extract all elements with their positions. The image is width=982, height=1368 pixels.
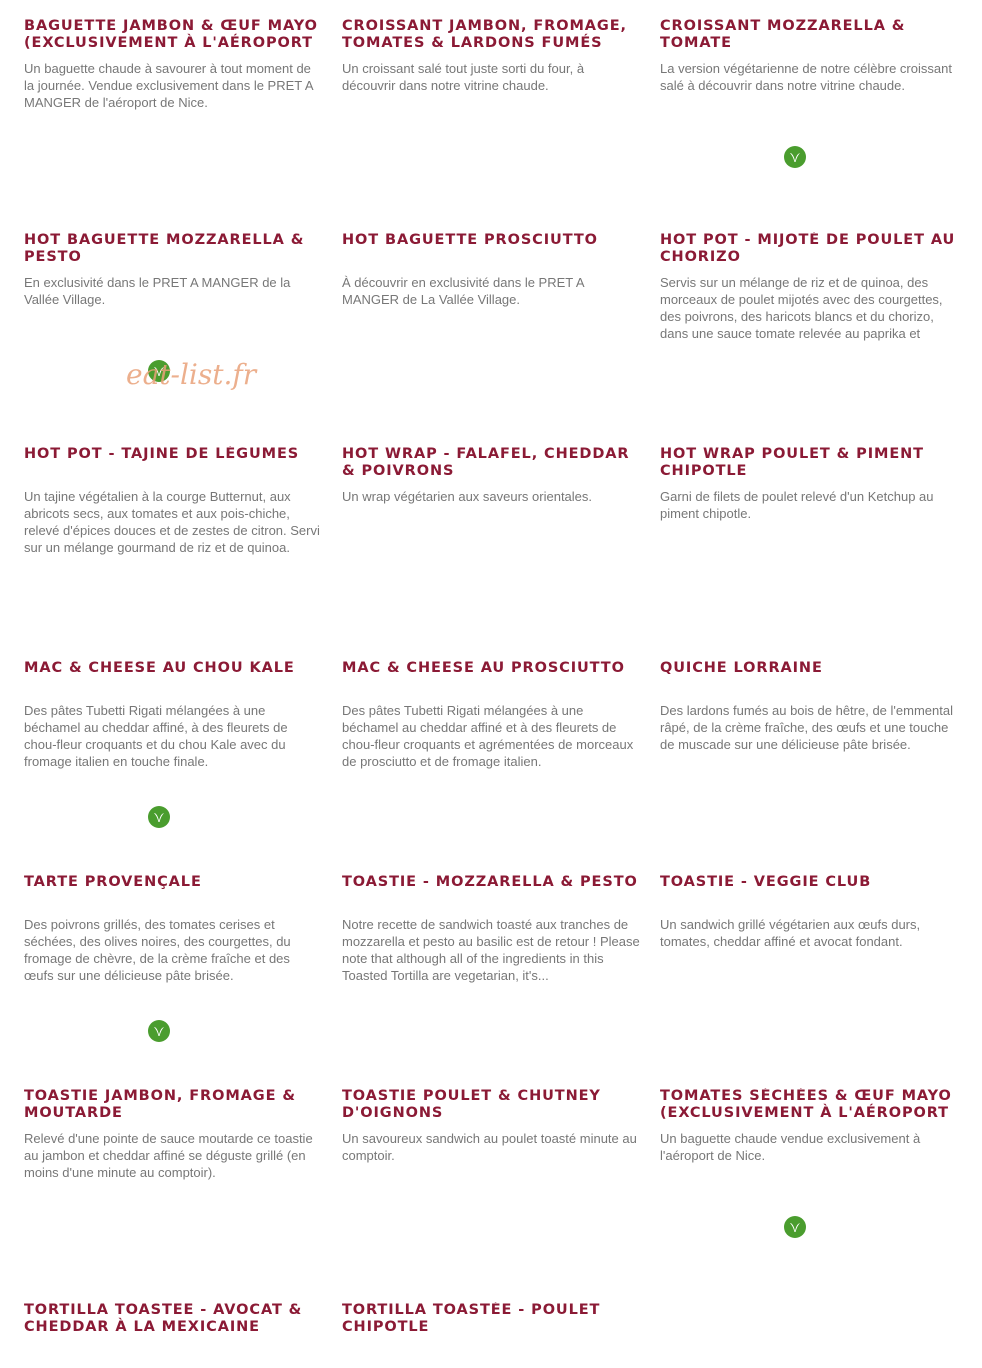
item-title[interactable]: MAC & CHEESE AU CHOU KALE	[24, 660, 295, 676]
item-title[interactable]: HOT WRAP - FALAFEL, CHEDDAR & POIVRONS	[342, 446, 630, 479]
menu-item[interactable]	[660, 18, 960, 218]
menu-item[interactable]	[24, 18, 324, 218]
vegetarian-leaf-icon	[784, 146, 806, 168]
item-title[interactable]: HOT POT - TAJINE DE LÉGUMES	[24, 446, 300, 462]
item-description: Un baguette chaude vendue exclusivement à l'aéroport de Nice.	[660, 1131, 921, 1163]
menu-item[interactable]	[24, 660, 324, 860]
menu-item[interactable]	[24, 232, 324, 432]
vegetarian-leaf-icon	[784, 1216, 806, 1238]
item-title[interactable]: TOMATES SÉCHÉES & ŒUF MAYO (EXCLUSIVEMENT À L'AÉROPORT	[660, 1088, 952, 1121]
item-description: Un baguette chaude à savourer à tout moment de la journée. Vendue exclusivement dans le PRET A MANGER de l'aéroport de Nice.	[24, 61, 313, 110]
item-title[interactable]: TOASTIE - VEGGIE CLUB	[660, 874, 872, 890]
item-title[interactable]: QUICHE LORRAINE	[660, 660, 823, 676]
item-title[interactable]: TARTE PROVENÇALE	[24, 874, 202, 890]
item-description: Des pâtes Tubetti Rigati mélangées à une béchamel au cheddar affiné et à des fleurets de chou-fleur croquants et agrémentées de morceaux de prosciutto et de fromage italien.	[342, 703, 634, 769]
item-title[interactable]: TOASTIE JAMBON, FROMAGE & MOUTARDE	[24, 1088, 296, 1121]
item-title[interactable]: TOASTIE POULET & CHUTNEY D'OIGNONS	[342, 1088, 601, 1121]
item-description: Servis sur un mélange de riz et de quinoa, des morceaux de poulet mijotés avec des courgettes, des poivrons, des haricots blancs et du chorizo, dans une sauce tomate relevée au paprika et	[660, 275, 943, 341]
menu-item[interactable]	[342, 660, 642, 860]
item-title[interactable]: HOT BAGUETTE MOZZARELLA & PESTO	[24, 232, 305, 265]
item-title[interactable]: TORTILLA TOASTÉE - POULET CHIPOTLE	[342, 1302, 601, 1335]
item-description: Un sandwich grillé végétarien aux œufs durs, tomates, cheddar affiné et avocat fondant.	[660, 917, 921, 949]
item-title[interactable]: HOT WRAP POULET & PIMENT CHIPOTLE	[660, 446, 924, 479]
menu-item[interactable]	[24, 1088, 324, 1288]
menu-item[interactable]	[660, 232, 960, 432]
vegetarian-leaf-icon	[148, 806, 170, 828]
item-title[interactable]: HOT BAGUETTE PROSCIUTTO	[342, 232, 598, 248]
item-title[interactable]: TORTILLA TOASTEE - AVOCAT & CHEDDAR À LA MEXICAINE	[24, 1302, 303, 1335]
menu-item[interactable]	[342, 1088, 642, 1288]
vegetarian-leaf-icon	[148, 1020, 170, 1042]
item-title[interactable]: TOASTIE - MOZZARELLA & PESTO	[342, 874, 638, 890]
item-title[interactable]: CROISSANT MOZZARELLA & TOMATE	[660, 18, 906, 51]
item-title[interactable]: HOT POT - MIJOTÉ DE POULET AU CHORIZO	[660, 232, 956, 265]
item-description: En exclusivité dans le PRET A MANGER de la Vallée Village.	[24, 275, 291, 307]
item-description: Notre recette de sandwich toasté aux tranches de mozzarella et pesto au basilic est de retour ! Please note that although all of the ingredients in this Toasted Tortilla are vegetarian, it's...	[342, 917, 640, 983]
item-description: Relevé d'une pointe de sauce moutarde ce toastie au jambon et cheddar affiné se déguste grillé (en moins d'une minute au comptoir).	[24, 1131, 313, 1180]
item-description: À découvrir en exclusivité dans le PRET A MANGER de La Vallée Village.	[342, 275, 584, 307]
menu-item[interactable]	[24, 1302, 324, 1362]
item-description: Des poivrons grillés, des tomates cerises et séchées, des olives noires, des courgettes, du fromage de chèvre, de la crème fraîche et des œufs sur une délicieuse pâte brisée.	[24, 917, 291, 983]
item-description: Des pâtes Tubetti Rigati mélangées à une béchamel au cheddar affiné, à des fleurets de chou-fleur croquants et du chou Kale avec du fromage italien en touche finale.	[24, 703, 288, 769]
item-description: Un savoureux sandwich au poulet toasté minute au comptoir.	[342, 1131, 637, 1163]
item-title[interactable]: MAC & CHEESE AU PROSCIUTTO	[342, 660, 625, 676]
menu-item[interactable]	[342, 232, 642, 432]
menu-item[interactable]	[342, 1302, 642, 1362]
menu-item[interactable]	[660, 874, 960, 1074]
menu-item[interactable]	[342, 18, 642, 218]
item-description: Des lardons fumés au bois de hêtre, de l'emmental râpé, de la crème fraîche, des œufs et une touche de muscade sur une délicieuse pâte brisée.	[660, 703, 953, 752]
menu-item[interactable]	[660, 446, 960, 646]
menu-item[interactable]	[660, 1088, 960, 1288]
item-title[interactable]: BAGUETTE JAMBON & ŒUF MAYO (EXCLUSIVEMENT À L'AÉROPORT	[24, 18, 318, 51]
item-description: Un croissant salé tout juste sorti du four, à découvrir dans notre vitrine chaude.	[342, 61, 585, 93]
item-title[interactable]: CROISSANT JAMBON, FROMAGE, TOMATES & LARDONS FUMÉS	[342, 18, 627, 51]
menu-item[interactable]	[342, 874, 642, 1074]
item-description: Un wrap végétarien aux saveurs orientales.	[342, 489, 593, 504]
item-description: Garni de filets de poulet relevé d'un Ketchup au piment chipotle.	[660, 489, 934, 521]
item-description: Un tajine végétalien à la courge Butternut, aux abricots secs, aux tomates et aux pois-chiche, relevé d'épices douces et de zestes de citron. Servi sur un mélange gourmand de riz et de quinoa.	[24, 489, 320, 555]
menu-item[interactable]	[660, 660, 960, 860]
vegetarian-leaf-icon	[148, 360, 170, 382]
item-description: La version végétarienne de notre célèbre croissant salé à découvrir dans notre vitrine chaude.	[660, 61, 952, 93]
menu-item[interactable]	[342, 446, 642, 646]
menu-item[interactable]	[24, 874, 324, 1074]
menu-item[interactable]	[24, 446, 324, 646]
watermark: eat-list.fr	[126, 358, 257, 391]
